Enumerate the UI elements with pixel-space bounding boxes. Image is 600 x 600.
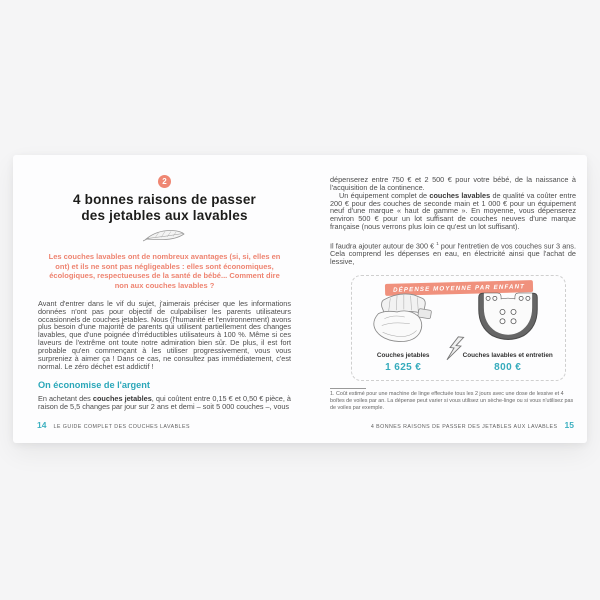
disposable-diaper-label: Couches jetables [376,352,430,360]
left-footer-text: LE GUIDE COMPLET DES COUCHES LAVABLES [53,424,190,430]
page-left [13,155,300,443]
left-paragraph-2-post: , qui coûtent entre 0,15 € et 0,50 € pièce, à raison de 5,5 changes par jour sur 2 ans et demi – soit 5 000 couches –, vous [38,394,291,412]
footnote: 1. Coût estimé pour une machine de linge effectuée tous les 2 jours avec une dose de lessive et 4 boîtes de voiles par an. La dépense peut varier si vous utilisez un sèche-linge ou si vous n'utilisez pas de voiles par exemple. [330,391,574,411]
left-footer [37,420,291,430]
chapter-number-badge: 2 [158,175,171,188]
right-paragraph-3-post: pour l'entretien de vos couches sur 3 ans. Cela comprend les dépenses en eau, en électricité ainsi que l'achat de lessive, [330,241,576,267]
right-paragraph-3-pre: Il faudra ajouter autour de 300 € [330,241,437,251]
disposable-diaper-illustration [364,289,442,350]
chapter-title [38,192,291,223]
right-page-number: 15 [564,420,574,430]
disposable-diaper-price: 1 625 € [385,361,422,373]
left-paragraph-1: Avant d'entrer dans le vif du sujet, j'aimerais préciser que les informations données n'ont pas pour objectif de culpabiliser les parents utilisateurs occasionnels de couches jetables. Nous (l'humanité et l'environnement) avons plus besoin d'une majorité de parents qui utilisent partiellement des changes lavables, que d'une poignée d'irréductibles utilisateurs à 100 %. Même si ces laveurs de l'extrême ont toute notre admiration bien sûr. De plus, il est fort probable qu'en commençant à les utiliser progressivement, vous vous surpreniez à aimer ça ! Dans ce cas, ne consultez pas immédiatement, c'est normal. Le zéro déchet est addictif ! [38,298,291,371]
right-footer-text: 4 BONNES RAISONS DE PASSER DES JETABLES AUX LAVABLES [370,424,558,430]
feather-icon [38,227,291,247]
right-footer [330,420,574,430]
right-paragraph-1: dépenserez entre 750 € et 2 500 € pour votre bébé, de la naissance à l'acquisition de la continence. [330,175,576,192]
cloth-diaper-illustration [472,289,544,350]
left-paragraph-2-bold: couches jetables [92,394,152,404]
book-spread [13,155,587,443]
comparison-banner: DÉPENSE MOYENNE PAR ENFANT [384,280,532,296]
left-paragraph-2-pre: En achetant des [38,394,93,404]
footnote-divider [330,388,366,389]
lightning-bolt-icon [445,334,464,368]
right-paragraph-2 [330,192,576,231]
right-paragraph-2-bold: couches lavables [429,190,491,200]
cloth-diaper-price: 800 € [494,361,522,373]
right-paragraph-3-footnote-ref: 1 [436,240,439,246]
chapter-title-line1: 4 bonnes raisons de passer [72,192,257,207]
page-right [300,155,587,443]
cloth-diaper-label: Couches lavables et entretien [462,352,553,360]
disposable-diaper-column [364,289,442,373]
cost-comparison-box [351,275,566,381]
left-paragraph-2 [38,395,291,411]
right-paragraph-2-pre: Un équipement complet de [339,190,430,200]
chapter-intro: Les couches lavables ont de nombreux avantages (si, si, elles en ont) et ils ne sont pas négligeables : elles sont économiques, écologiques, respectueuses de la santé de bébé... Comment dire non aux couches lavables ? [48,252,281,291]
cloth-diaper-column [463,289,553,373]
right-paragraph-2-post: de qualité va coûter entre 200 € pour des couches de seconde main et 1 000 € pour un équipement neuf d'une marque « haut de gamme ». En moyenne, vous dépenserez environ 500 € pour un lot suffisant de couches neuves d'une marque française (nous verrons plus loin ce qu'est un lot suffisant). [330,190,576,232]
left-page-number: 14 [37,420,47,430]
chapter-title-line2: des jetables aux lavables [81,207,248,223]
right-paragraph-3 [330,240,576,266]
section-heading: On économise de l'argent [38,380,150,391]
